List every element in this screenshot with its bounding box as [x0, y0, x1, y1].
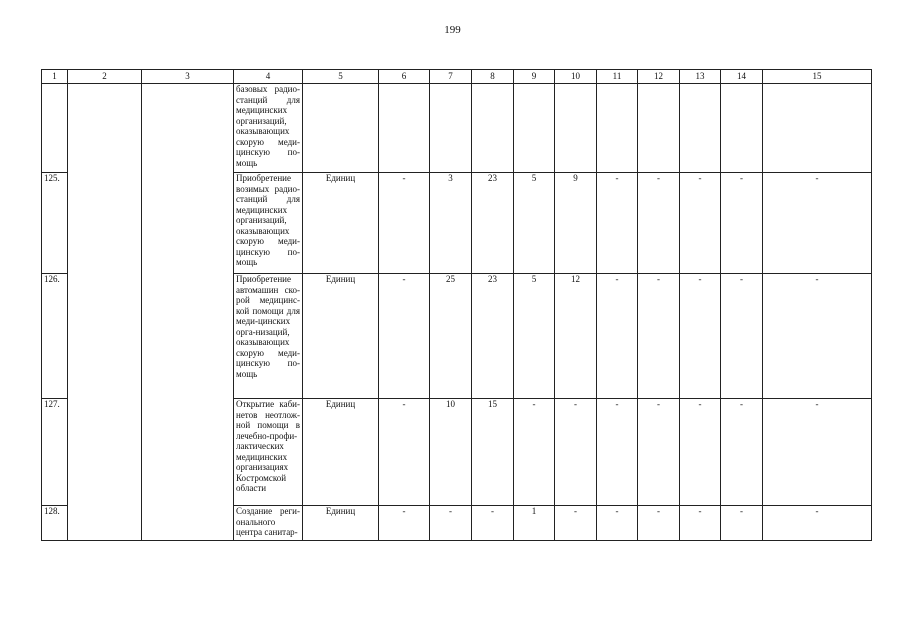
- header-cell: 3: [142, 70, 234, 84]
- measure-name: базовых радио-станций для медицинских организаций, оказывающих скорую меди-цинскую по-мощь: [234, 84, 303, 173]
- value-cell: [638, 84, 680, 173]
- value-cell: -: [721, 506, 763, 541]
- value-cell: [472, 84, 514, 173]
- value-cell: -: [638, 173, 680, 274]
- value-cell: -: [680, 506, 721, 541]
- value-cell: -: [597, 506, 638, 541]
- header-cell: 13: [680, 70, 721, 84]
- row-number: 126.: [42, 274, 68, 399]
- value-cell: -: [597, 173, 638, 274]
- measure-name: Создание реги-онального центра санитар-: [234, 506, 303, 541]
- value-cell: -: [763, 506, 872, 541]
- value-cell: -: [638, 399, 680, 506]
- value-cell: [763, 84, 872, 173]
- value-cell: -: [638, 274, 680, 399]
- value-cell: [555, 84, 597, 173]
- value-cell: 25: [430, 274, 472, 399]
- measure-name: Открытие каби-нетов неотлож-ной помощи в лечебно-профи-лактических медицинских организациях Костромской области: [234, 399, 303, 506]
- merged-cell-col2: [68, 84, 142, 541]
- header-cell: 11: [597, 70, 638, 84]
- header-cell: 5: [303, 70, 379, 84]
- unit-cell: Единиц: [303, 173, 379, 274]
- value-cell: -: [379, 274, 430, 399]
- value-cell: -: [680, 173, 721, 274]
- value-cell: -: [379, 506, 430, 541]
- header-cell: 15: [763, 70, 872, 84]
- page-number: 199: [444, 24, 461, 36]
- header-cell: 9: [514, 70, 555, 84]
- value-cell: -: [763, 399, 872, 506]
- header-cell: 7: [430, 70, 472, 84]
- header-cell: 2: [68, 70, 142, 84]
- value-cell: 10: [430, 399, 472, 506]
- value-cell: -: [379, 399, 430, 506]
- header-cell: 1: [42, 70, 68, 84]
- value-cell: -: [555, 399, 597, 506]
- value-cell: 15: [472, 399, 514, 506]
- value-cell: -: [555, 506, 597, 541]
- value-cell: [597, 84, 638, 173]
- header-cell: 14: [721, 70, 763, 84]
- header-cell: 10: [555, 70, 597, 84]
- value-cell: 9: [555, 173, 597, 274]
- row-number: 128.: [42, 506, 68, 541]
- value-cell: -: [430, 506, 472, 541]
- row-number: [42, 84, 68, 173]
- unit-cell: Единиц: [303, 399, 379, 506]
- row-number: 125.: [42, 173, 68, 274]
- value-cell: -: [638, 506, 680, 541]
- measure-name: Приобретение автомашин ско-рой медицинс-кой помощи для меди-цинских орга-низаций, оказывающих скорую меди-цинскую по-мощь: [234, 274, 303, 399]
- value-cell: [430, 84, 472, 173]
- header-cell: 6: [379, 70, 430, 84]
- data-table: [41, 69, 872, 541]
- value-cell: [379, 84, 430, 173]
- header-row: [42, 70, 872, 84]
- value-cell: -: [721, 399, 763, 506]
- table-row: [42, 84, 872, 173]
- value-cell: [721, 84, 763, 173]
- value-cell: -: [680, 399, 721, 506]
- value-cell: 23: [472, 274, 514, 399]
- value-cell: 5: [514, 274, 555, 399]
- value-cell: 12: [555, 274, 597, 399]
- header-cell: 8: [472, 70, 514, 84]
- value-cell: 23: [472, 173, 514, 274]
- value-cell: -: [597, 399, 638, 506]
- unit-cell: [303, 84, 379, 173]
- row-number: 127.: [42, 399, 68, 506]
- value-cell: 3: [430, 173, 472, 274]
- value-cell: -: [763, 274, 872, 399]
- value-cell: [680, 84, 721, 173]
- header-cell: 4: [234, 70, 303, 84]
- value-cell: 1: [514, 506, 555, 541]
- value-cell: [514, 84, 555, 173]
- measure-name: Приобретение возимых радио-станций для медицинских организаций, оказывающих скорую меди-цинскую по-мощь: [234, 173, 303, 274]
- value-cell: -: [721, 274, 763, 399]
- value-cell: -: [379, 173, 430, 274]
- value-cell: -: [721, 173, 763, 274]
- value-cell: -: [680, 274, 721, 399]
- unit-cell: Единиц: [303, 274, 379, 399]
- value-cell: -: [763, 173, 872, 274]
- header-cell: 12: [638, 70, 680, 84]
- unit-cell: Единиц: [303, 506, 379, 541]
- merged-cell-col3: [142, 84, 234, 541]
- value-cell: 5: [514, 173, 555, 274]
- value-cell: -: [514, 399, 555, 506]
- value-cell: -: [472, 506, 514, 541]
- value-cell: -: [597, 274, 638, 399]
